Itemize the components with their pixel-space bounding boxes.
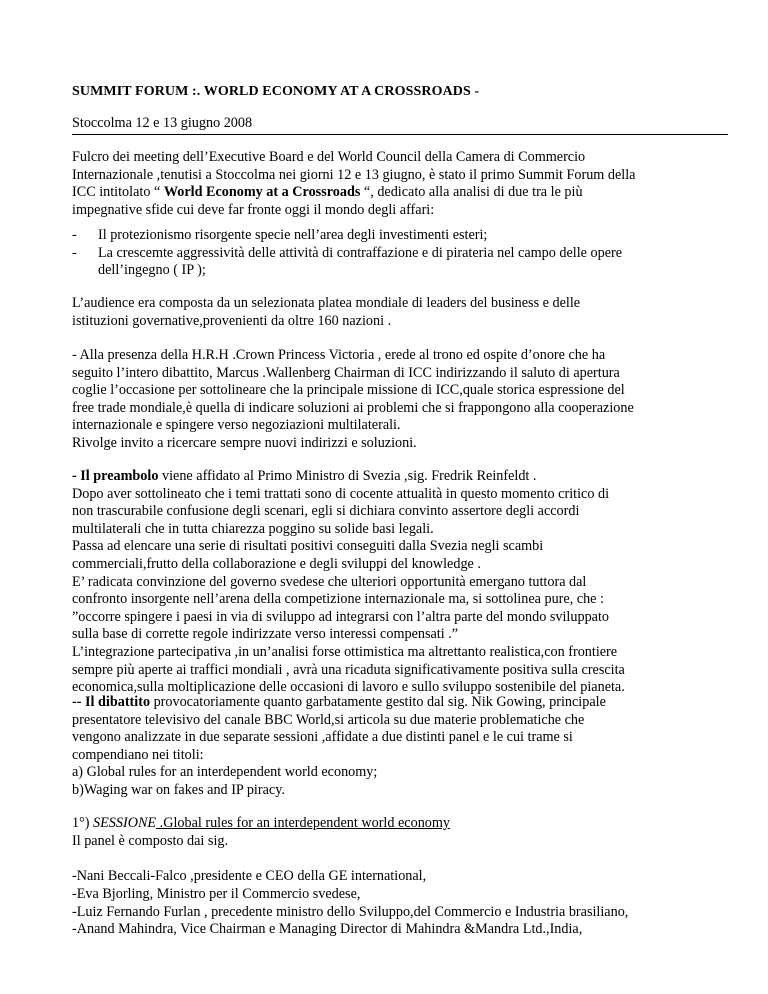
preamble-paragraph xyxy=(72,468,728,697)
list-item xyxy=(72,245,728,263)
paragraph-line: Dopo aver sottolineato che i temi trattati sono di cocente attualità in questo momento critico di xyxy=(72,485,610,502)
list-item: -Eva Bjorling, Ministro per il Commercio svedese, xyxy=(72,885,361,902)
text-span: provocatoriamente quanto garbatamente gestito dal sig. Nik Gowing, principale xyxy=(150,694,606,710)
audience-paragraph xyxy=(72,295,728,330)
paragraph-line xyxy=(72,694,728,712)
paragraph-line: seguito l’intero dibattito, Marcus .Wallenberg Chairman di ICC indirizzando il saluto di apertura xyxy=(72,364,620,381)
paragraph-line: ”occorre spingere i paesi in via di sviluppo ad integrarsi con l’altra parte del mondo sviluppato xyxy=(72,608,609,625)
paragraph-line: a) Global rules for an interdependent world economy; xyxy=(72,764,378,781)
text-span: “, dedicato alla analisi di due tra le più xyxy=(360,184,583,201)
list-item xyxy=(72,227,728,245)
text-span: ICC intitolato “ xyxy=(72,184,164,201)
paragraph-line: E’ radicata convinzione del governo svedese che ulteriori opportunità emergano tuttora dal xyxy=(72,573,587,590)
document-title: SUMMIT FORUM :. WORLD ECONOMY AT A CROSSROADS - xyxy=(72,84,480,99)
session-title: .Global rules for an interdependent world economy xyxy=(156,815,451,831)
paragraph-line: L’integrazione partecipativa ,in un’analisi forse ottimistica ma altrettanto realistica,con frontiere xyxy=(72,643,618,660)
paragraph-line: multilaterali che in tutta chiarezza poggino su solide basi legali. xyxy=(72,520,434,537)
challenges-list xyxy=(72,227,728,280)
paragraph-line: Fulcro dei meeting dell’Executive Board e del World Council della Camera di Commercio xyxy=(72,149,586,165)
paragraph-line: internazionale e spingere verso negoziazioni multilaterali. xyxy=(72,417,401,434)
document-date: Stoccolma 12 e 13 giugno 2008 xyxy=(72,115,253,131)
intro-paragraph xyxy=(72,149,728,219)
paragraph-line: coglie l’occasione per sottolineare che la principale missione di ICC,quale storica espressione del xyxy=(72,382,625,399)
debate-paragraph xyxy=(72,694,728,800)
forum-name: World Economy at a Crossroads xyxy=(163,184,361,201)
opening-paragraph xyxy=(72,347,728,453)
paragraph-line: compendiano nei titoli: xyxy=(72,746,204,763)
paragraph-line: Internazionale ,tenutisi a Stoccolma nei giorni 12 e 13 giugno, è stato il primo Summit Forum della xyxy=(72,166,636,183)
paragraph-line: economica,sulla moltiplicazione delle occasioni di lavoro e sullo sviluppo sostenibile del pianeta. xyxy=(72,679,625,696)
panelists-list xyxy=(72,868,728,939)
paragraph-line: - Alla presenza della H.R.H .Crown Princess Victoria , erede al trono ed ospite d’onore che ha xyxy=(72,347,606,363)
preamble-heading: - Il preambolo xyxy=(72,468,159,484)
paragraph-line: commerciali,frutto della collaborazione e degli sviluppi del knowledge . xyxy=(72,555,481,572)
paragraph-line: free trade mondiale,è quella di indicare soluzioni ai problemi che si frappongono alla cooperazione xyxy=(72,399,634,416)
paragraph-line: sulla base di corrette regole indirizzate verso interessi compensati .” xyxy=(72,626,459,643)
debate-heading: -- Il dibattito xyxy=(72,694,151,710)
paragraph-line: Rivolge invito a ricercare sempre nuovi indirizzi e soluzioni. xyxy=(72,434,417,451)
paragraph-line: sempre più aperte ai traffici mondiali , avrà una ricaduta significativamente positiva sulla crescita xyxy=(72,661,625,678)
list-item-text: La crescemte aggressività delle attività di contraffazione e di pirateria nel campo delle opere xyxy=(98,244,623,261)
list-item: -Anand Mahindra, Vice Chairman e Managing Director di Mahindra &Mandra Ltd.,India, xyxy=(72,921,583,938)
paragraph-line: vengono analizzate in due separate sessioni ,affidate a due distinti panel e le cui trame si xyxy=(72,729,573,746)
list-item: -Nani Beccali-Falco ,presidente e CEO della GE international, xyxy=(72,868,427,884)
list-bullet: - xyxy=(72,227,77,243)
session-number: 1°) xyxy=(72,815,94,831)
list-item-text: Il protezionismo risorgente specie nell’area degli investimenti esteri; xyxy=(98,227,488,243)
list-bullet: - xyxy=(72,244,77,261)
session-1-heading xyxy=(72,815,728,850)
paragraph-line: Passa ad elencare una serie di risultati positivi conseguiti dalla Svezia negli scambi xyxy=(72,538,544,555)
paragraph-line xyxy=(72,468,728,486)
paragraph-line: impegnative sfide cui deve far fronte oggi il mondo degli affari: xyxy=(72,201,435,218)
paragraph-line: L’audience era composta da un selezionata platea mondiale di leaders del business e delle xyxy=(72,295,581,311)
session-label: SESSIONE xyxy=(93,815,157,831)
list-item: -Luiz Fernando Furlan , precedente ministro dello Sviluppo,del Commercio e Industria brasiliano, xyxy=(72,903,629,920)
paragraph-line xyxy=(72,184,728,202)
paragraph-line: non trascurabile confusione degli scenari, egli si dichiara convinto assertore degli accordi xyxy=(72,503,580,520)
header-divider xyxy=(72,134,728,135)
text-span: viene affidato al Primo Ministro di Svezia ,sig. Fredrik Reinfeldt . xyxy=(158,468,537,484)
paragraph-line: istituzioni governative,provenienti da oltre 160 nazioni . xyxy=(72,312,392,329)
paragraph-line: confronto insorgente nell’arena della competizione internazionale ma, si sottolinea pure, che : xyxy=(72,591,604,608)
paragraph-line: Il panel è composto dai sig. xyxy=(72,832,229,849)
paragraph-line xyxy=(72,815,728,833)
paragraph-line: b)Waging war on fakes and IP piracy. xyxy=(72,781,285,798)
paragraph-line: presentatore televisivo del canale BBC World,si articola su due materie problematiche che xyxy=(72,711,585,728)
list-item-continuation: dell’ingegno ( IP ); xyxy=(98,262,206,279)
